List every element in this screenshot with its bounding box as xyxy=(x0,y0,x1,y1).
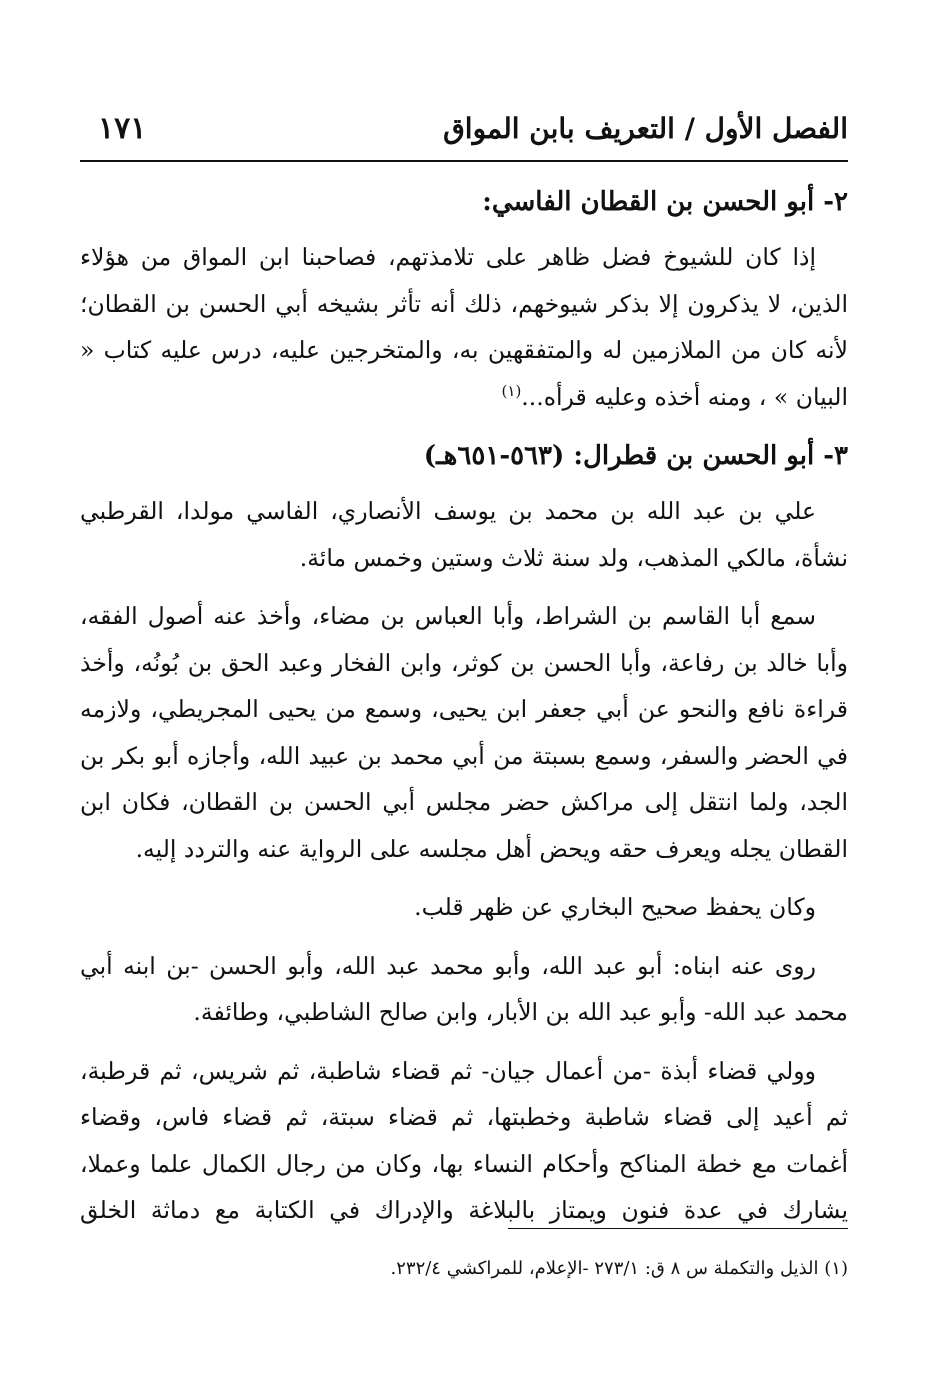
footnote: (١) الذيل والتكملة س ٨ ق: ٢٧٣/١ -الإعلام، للمراكشي ٢٣٢/٤. xyxy=(390,1258,848,1279)
page-number: ١٧١ xyxy=(98,110,147,146)
paragraph-text: إذا كان للشيوخ فضل ظاهر على تلامذتهم، فصاحبنا ابن المواق من هؤلاء الذين، لا يذكرون إلا بذكر شيوخهم، ذلك أنه تأثر بشيخه أبي الحسن بن القطان؛ لأنه كان من الملازمين له والمتفقهين به، والمتخرجين عليه، درس عليه كتاب « البيان » ، ومنه أخذه وعليه قرأه... xyxy=(80,243,848,411)
paragraph-teachers: سمع أبا القاسم بن الشراط، وأبا العباس بن مضاء، وأخذ عنه أصول الفقه، وأبا خالد بن رفاعة، وأبا الحسن بن كوثر، وابن الفخار وعبد الحق بن بُونُه، وأخذ قراءة نافع والنحو عن أبي جعفر ابن يحيى، وسمع من يحيى المجريطي، ولازمه في الحضر والسفر، وسمع بسبتة من أبي محمد بن عبيد الله، وأجازه أبو بكر بن الجد، ولما انتقل إلى مراكش حضر مجلس أبي الحسن بن القطان، فكان ابن القطان يجله ويعرف حقه ويحض أهل مجلسه على الرواية عنه والتردد إليه. xyxy=(80,602,848,863)
section-heading-ibn-qatral: ٣- أبو الحسن بن قطرال: (٥٦٣-٦٥١هـ) xyxy=(423,441,848,471)
book-page xyxy=(80,96,848,1356)
footnote-marker: (١) xyxy=(501,381,522,400)
footnote-separator xyxy=(508,1228,848,1229)
paragraph-students: روى عنه ابناه: أبو عبد الله، وأبو محمد عبد الله، وأبو الحسن -بن ابنه أبي محمد عبد الله- وأبو عبد الله بن الأبار، وابن صالح الشاطبي، وطائفة. xyxy=(80,951,848,1026)
chapter-title: الفصل الأول / التعريف بابن المواق xyxy=(443,111,848,145)
page-body xyxy=(80,178,848,1246)
running-header xyxy=(80,96,848,162)
paragraph-ibn-al-qattan xyxy=(80,234,848,420)
paragraph-lineage: علي بن عبد الله بن محمد بن يوسف الأنصاري، الفاسي مولدا، القرطبي نشأة، مالكي المذهب، ولد سنة ثلاث وستين وخمس مائة. xyxy=(80,497,848,572)
paragraph-bukhari: وكان يحفظ صحيح البخاري عن ظهر قلب. xyxy=(414,893,816,921)
paragraph-judgeships: وولي قضاء أبذة -من أعمال جيان- ثم قضاء شاطبة، ثم شريس، ثم قرطبة، ثم أعيد إلى قضاء شاطبة وخطبتها، ثم قضاء سبتة، ثم قضاء فاس، وقضاء أغمات مع خطة المناكح وأحكام النساء بها، وكان من رجال الكمال علما وعملا، يشارك في عدة فنون ويمتاز بالبلاغة والإدراك في الكتابة مع دماثة الخلق xyxy=(80,1056,848,1224)
section-heading-ibn-al-qattan: ٢- أبو الحسن بن القطان الفاسي: xyxy=(482,187,848,217)
